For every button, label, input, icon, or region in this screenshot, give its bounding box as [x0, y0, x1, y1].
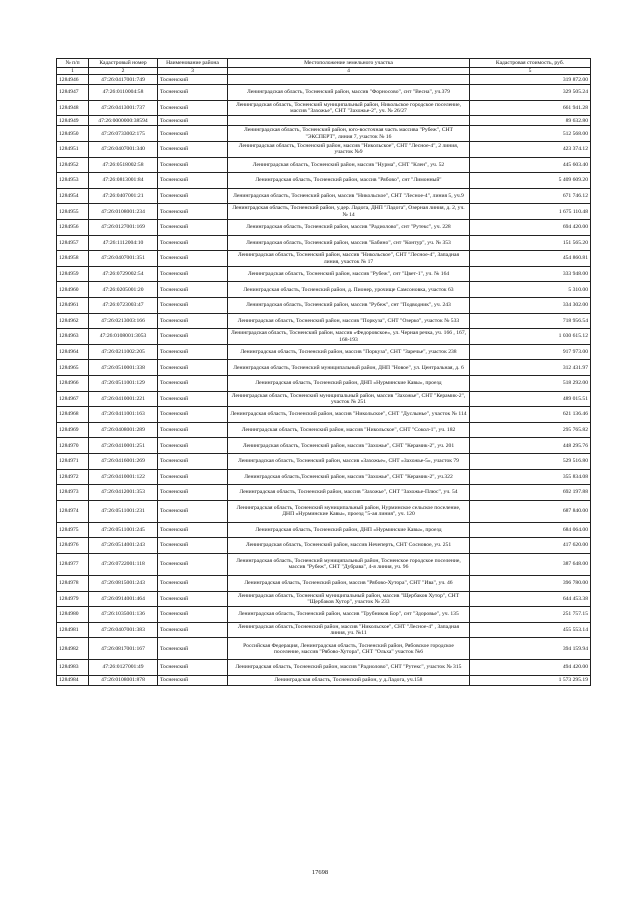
cadastral-number-cell: 47:26:1035001:136	[89, 607, 158, 623]
table-row	[57, 142, 591, 158]
cadastral-value-cell: 621 136.46	[470, 407, 591, 423]
location-cell: Ленинградская область, Тосненский район, массив "Поркуза", СНТ "Озерко", участок № 533	[228, 313, 470, 329]
row-number-cell: 1284947	[57, 85, 89, 101]
cadastral-value-cell: 417 620.00	[470, 538, 591, 554]
row-number-cell: 1284962	[57, 313, 89, 329]
column-index-row	[57, 68, 591, 75]
cadastral-number-cell: 47:26:0412001:353	[89, 485, 158, 501]
district-name-cell: Тосненский	[158, 204, 228, 220]
table-row	[57, 204, 591, 220]
location-cell: Ленинградская область, Тосненский район, массив "Никольское", СНТ "Сокол-1", уч. 182	[228, 422, 470, 438]
cadastral-value-cell: 89 632.80	[470, 116, 591, 126]
cadastral-value-cell: 423 374.12	[470, 142, 591, 158]
header-cadastral-value: Кадастровая стоимость, руб.	[470, 59, 591, 68]
location-cell: Ленинградская область, Тосненский район, массив "Захожье", СНТ "Захожье-Плюс", уч. 54	[228, 485, 470, 501]
table-row	[57, 157, 591, 173]
district-name-cell: Тосненский	[158, 500, 228, 522]
cadastral-value-cell: 387 648.00	[470, 553, 591, 575]
table-header-row	[57, 59, 591, 68]
cadastral-number-cell: 47:26:0813001:84	[89, 173, 158, 189]
cadastral-value-cell: 334 302.00	[470, 298, 591, 314]
cadastral-number-cell: 47:26:0511001:245	[89, 522, 158, 538]
table-body	[57, 75, 591, 686]
cadastral-value-cell: 394 159.94	[470, 638, 591, 660]
district-name-cell: Тосненский	[158, 607, 228, 623]
column-index-3: 3	[158, 68, 228, 75]
cadastral-table-sheet	[56, 58, 590, 686]
location-cell: Ленинградская область, Тосненский район, массив "Радиолово", снт "Рутекс", уч. 228	[228, 220, 470, 236]
cadastral-number-cell: 47:26:0410001:251	[89, 438, 158, 454]
location-cell: Ленинградская область, Тосненский район, массив "Никольское", СНТ "Дуслынье", участок № 114	[228, 407, 470, 423]
row-number-cell: 1284976	[57, 538, 89, 554]
cadastral-value-cell: 1 573 295.19	[470, 675, 591, 685]
table-row	[57, 235, 591, 251]
location-cell	[228, 116, 470, 126]
location-cell: Ленинградская область, Тосненский район, юго-восточная часть массива "Рубеж", СНТ "ЭКСПЕРТ", линия 7, участок № 16	[228, 126, 470, 142]
location-cell: Ленинградская область, Тосненский район, ДНП «Нурминские Кавы», проезд	[228, 522, 470, 538]
table-row	[57, 607, 591, 623]
cadastral-number-cell: 47:26:0817001:167	[89, 638, 158, 660]
cadastral-number-cell: 47:26:0408001:289	[89, 422, 158, 438]
district-name-cell: Тосненский	[158, 407, 228, 423]
district-name-cell: Тосненский	[158, 375, 228, 391]
district-name-cell: Тосненский	[158, 660, 228, 676]
row-number-cell: 1284979	[57, 591, 89, 607]
row-number-cell: 1284971	[57, 453, 89, 469]
table-row	[57, 75, 591, 85]
row-number-cell: 1284983	[57, 660, 89, 676]
district-name-cell: Тосненский	[158, 591, 228, 607]
cadastral-value-cell: 1 675 110.48	[470, 204, 591, 220]
cadastral-number-cell: 47:26:0729002:54	[89, 266, 158, 282]
row-number-cell: 1284966	[57, 375, 89, 391]
row-number-cell: 1284981	[57, 622, 89, 638]
table-row	[57, 675, 591, 685]
cadastral-number-cell: 47:26:0722001:118	[89, 553, 158, 575]
row-number-cell: 1284957	[57, 235, 89, 251]
row-number-cell: 1284953	[57, 173, 89, 189]
cadastral-value-cell: 1 030 615.12	[470, 329, 591, 345]
page-number: 17698	[311, 869, 329, 876]
district-name-cell: Тосненский	[158, 85, 228, 101]
district-name-cell: Тосненский	[158, 75, 228, 85]
district-name-cell: Тосненский	[158, 188, 228, 204]
row-number-cell: 1284951	[57, 142, 89, 158]
location-cell: Ленинградская область, Тосненский район, массив "Радиолово", СНТ "Рутекс", участок № 315	[228, 660, 470, 676]
location-cell: Ленинградская область, Тосненский район, у.дер. Ладога, ДНП "Ладога", Озерная линия, д. 2, уч.№ 14	[228, 204, 470, 220]
cadastral-value-cell: 687 840.00	[470, 500, 591, 522]
district-name-cell: Тосненский	[158, 538, 228, 554]
table-row	[57, 553, 591, 575]
header-cadastral-number: Кадастровый номер	[89, 59, 158, 68]
cadastral-value-cell: 333 948.00	[470, 266, 591, 282]
table-row	[57, 500, 591, 522]
table-row	[57, 375, 591, 391]
table-row	[57, 538, 591, 554]
table-row	[57, 116, 591, 126]
district-name-cell: Тосненский	[158, 142, 228, 158]
district-name-cell: Тосненский	[158, 298, 228, 314]
row-number-cell: 1284950	[57, 126, 89, 142]
cadastral-number-cell: 47:26:0127001:49	[89, 660, 158, 676]
cadastral-number-cell: 47:26:0514001:243	[89, 538, 158, 554]
district-name-cell: Тосненский	[158, 313, 228, 329]
district-name-cell: Тосненский	[158, 469, 228, 485]
row-number-cell: 1284958	[57, 251, 89, 267]
cadastral-number-cell: 47:26:0518002:58	[89, 157, 158, 173]
cadastral-number-cell: 47:26:0914001:464	[89, 591, 158, 607]
location-cell: Ленинградская область,Тосненский район, массив "Никольское", СНТ "Лесное-4" , Западная линия, уч. №11	[228, 622, 470, 638]
row-number-cell: 1284975	[57, 522, 89, 538]
cadastral-number-cell: 47:26:0108001:878	[89, 675, 158, 685]
district-name-cell: Тосненский	[158, 438, 228, 454]
location-cell: Ленинградская область, Тосненский район, массив "Захожье", СНТ "Керамик-2", уч. 201	[228, 438, 470, 454]
row-number-cell: 1284974	[57, 500, 89, 522]
cadastral-number-cell: 47:26:0733002:175	[89, 126, 158, 142]
row-number-cell: 1284952	[57, 157, 89, 173]
cadastral-value-table	[56, 58, 591, 686]
district-name-cell: Тосненский	[158, 638, 228, 660]
column-index-2: 2	[89, 68, 158, 75]
table-row	[57, 360, 591, 376]
table-row	[57, 438, 591, 454]
row-number-cell: 1284954	[57, 188, 89, 204]
table-row	[57, 391, 591, 407]
cadastral-value-cell: 448 295.76	[470, 438, 591, 454]
district-name-cell: Тосненский	[158, 157, 228, 173]
location-cell: Ленинградская область, Тосненский район, массив Нечеперть, СНТ Сосновое, уч. 251	[228, 538, 470, 554]
table-row	[57, 313, 591, 329]
table-row	[57, 575, 591, 591]
row-number-cell: 1284964	[57, 344, 89, 360]
table-row	[57, 591, 591, 607]
cadastral-value-cell: 445 603.40	[470, 157, 591, 173]
location-cell: Ленинградская область, Тосненский район, массив "Никольское", СНТ "Лесное-4", Западная линия, участок № 17	[228, 251, 470, 267]
header-row-number: № п/п	[57, 59, 89, 68]
table-row	[57, 485, 591, 501]
row-number-cell: 1284967	[57, 391, 89, 407]
row-number-cell: 1284948	[57, 100, 89, 116]
district-name-cell: Тосненский	[158, 360, 228, 376]
cadastral-value-cell: 5 310.00	[470, 282, 591, 298]
table-row	[57, 282, 591, 298]
table-row	[57, 173, 591, 189]
cadastral-number-cell: 47:26:0000000:38594	[89, 116, 158, 126]
district-name-cell: Тосненский	[158, 173, 228, 189]
cadastral-value-cell: 455 553.14	[470, 622, 591, 638]
column-index-4: 4	[228, 68, 470, 75]
table-row	[57, 622, 591, 638]
district-name-cell: Тосненский	[158, 329, 228, 345]
row-number-cell: 1284977	[57, 553, 89, 575]
cadastral-number-cell: 47:26:0108001:3053	[89, 329, 158, 345]
cadastral-value-cell: 319 872.00	[470, 75, 591, 85]
district-name-cell: Тосненский	[158, 622, 228, 638]
location-cell: Ленинградская область, Тосненский район, массив «Федоровское», ул. Черная речка, уч. 166 , 167, 168-193	[228, 329, 470, 345]
location-cell: Ленинградская область, Тосненский район, массив «Захожье», СНТ «Захожье-5», участок 79	[228, 453, 470, 469]
cadastral-number-cell: 47:26:0127001:169	[89, 220, 158, 236]
row-number-cell: 1284965	[57, 360, 89, 376]
location-cell: Ленинградская область, Тосненский район, массив "Никольское", СНТ "Лесное-4", линия 5, уч.9	[228, 188, 470, 204]
table-row	[57, 422, 591, 438]
cadastral-value-cell: 355 834.08	[470, 469, 591, 485]
table-row	[57, 126, 591, 142]
cadastral-value-cell: 151 565.20	[470, 235, 591, 251]
location-cell: Ленинградская область, Тосненский район, массив "Никольское", СНТ "Лесное-4", 2 линия, участок №9	[228, 142, 470, 158]
district-name-cell: Тосненский	[158, 553, 228, 575]
location-cell: Ленинградская область, Тосненский район, массив "Нурма", СНТ "Клен", уч. 52	[228, 157, 470, 173]
header-district-name: Наименование района	[158, 59, 228, 68]
location-cell: Ленинградская область, Тосненский район, у д.Ладога, уч.158	[228, 675, 470, 685]
table-row	[57, 266, 591, 282]
row-number-cell: 1284949	[57, 116, 89, 126]
cadastral-value-cell: 489 015.51	[470, 391, 591, 407]
district-name-cell: Тосненский	[158, 126, 228, 142]
location-cell: Ленинградская область,Тосненский район, массив "Захожье", СНТ "Керамик-2", уч.322	[228, 469, 470, 485]
cadastral-value-cell: 917 973.00	[470, 344, 591, 360]
cadastral-value-cell: 5 409 609.20	[470, 173, 591, 189]
cadastral-value-cell: 684 064.00	[470, 522, 591, 538]
cadastral-number-cell: 47:26:0407001:383	[89, 622, 158, 638]
location-cell: Ленинградская область, Тосненский район, массив "Трубников Бор", снт "Здоровье", уч. 135	[228, 607, 470, 623]
cadastral-value-cell: 396 780.00	[470, 575, 591, 591]
cadastral-number-cell: 47:26:0108001:234	[89, 204, 158, 220]
cadastral-number-cell: 47:26:0407001:21	[89, 188, 158, 204]
row-number-cell: 1284961	[57, 298, 89, 314]
row-number-cell: 1284969	[57, 422, 89, 438]
table-row	[57, 298, 591, 314]
table-row	[57, 469, 591, 485]
table-row	[57, 453, 591, 469]
table-row	[57, 85, 591, 101]
cadastral-value-cell: 671 746.12	[470, 188, 591, 204]
district-name-cell: Тосненский	[158, 485, 228, 501]
row-number-cell: 1284973	[57, 485, 89, 501]
location-cell: Ленинградская область, Тосненский муниципальный район, массив "Щербаков Хутор", СНТ "Щербаков Хутор", участок № 233	[228, 591, 470, 607]
table-row	[57, 344, 591, 360]
row-number-cell: 1284980	[57, 607, 89, 623]
district-name-cell: Тосненский	[158, 453, 228, 469]
location-cell: Ленинградская область, Тосненский район, массив "Рябово-Хутора", СНТ "Ива", уч. 46	[228, 575, 470, 591]
table-row	[57, 638, 591, 660]
district-name-cell: Тосненский	[158, 422, 228, 438]
row-number-cell: 1284970	[57, 438, 89, 454]
location-cell: Ленинградская область, Тосненский муниципальный район, массив "Захожье", СНТ "Керамик-2", участок № 251	[228, 391, 470, 407]
cadastral-value-cell: 644 453.38	[470, 591, 591, 607]
location-cell: Ленинградская область, Тосненский муниципальный район, Никольское городское поселение, массив "Захожье", СНТ "Захожье-2", уч. № 26/27	[228, 100, 470, 116]
location-cell: Ленинградская область, Тосненский район, массив "Поркуза", СНТ "Заречье", участок 238	[228, 344, 470, 360]
district-name-cell: Тосненский	[158, 116, 228, 126]
cadastral-value-cell: 529 516.80	[470, 453, 591, 469]
cadastral-number-cell: 47:26:0205001:20	[89, 282, 158, 298]
cadastral-value-cell: 494 420.00	[470, 660, 591, 676]
cadastral-value-cell: 518 292.00	[470, 375, 591, 391]
location-cell: Ленинградская область, Тосненский район, массив "Рубеж", снт "Подводник", уч. 243	[228, 298, 470, 314]
row-number-cell: 1284963	[57, 329, 89, 345]
cadastral-number-cell: 47:26:0410001:122	[89, 469, 158, 485]
row-number-cell: 1284955	[57, 204, 89, 220]
cadastral-value-cell: 512 568.00	[470, 126, 591, 142]
location-cell: Ленинградская область, Тосненский район, массив "Форносово", снт "Весна", уч.379	[228, 85, 470, 101]
location-cell: Ленинградская область, Тосненский район, ДНП «Нурминские Кавы», проезд	[228, 375, 470, 391]
cadastral-number-cell: 47:26:0410001:221	[89, 391, 158, 407]
location-cell: Ленинградская область, Тосненский район, массив "Рябово", снт "Лимонный"	[228, 173, 470, 189]
cadastral-value-cell: 329 505.24	[470, 85, 591, 101]
cadastral-number-cell: 47:26:0213003:166	[89, 313, 158, 329]
column-index-5: 5	[470, 68, 591, 75]
location-cell: Ленинградская область, Тосненский муниципальный район, ДНП "Новое", ул. Центральная, д. 6	[228, 360, 470, 376]
district-name-cell: Тосненский	[158, 266, 228, 282]
row-number-cell: 1284968	[57, 407, 89, 423]
cadastral-value-cell: 312 431.97	[470, 360, 591, 376]
row-number-cell: 1284982	[57, 638, 89, 660]
cadastral-value-cell: 694 420.00	[470, 220, 591, 236]
location-cell: Ленинградская область, Тосненский район, массив "Бабино", снт "Контур", уч. № 353	[228, 235, 470, 251]
district-name-cell: Тосненский	[158, 282, 228, 298]
column-index-1: 1	[57, 68, 89, 75]
location-cell: Российская Федерация, Ленинградская область, Тосненский район, Рябовское городское поселение, массив "Рябово-Хутора", СНТ "Ольха" участок №6	[228, 638, 470, 660]
cadastral-number-cell: 47:26:0110004:58	[89, 85, 158, 101]
row-number-cell: 1284956	[57, 220, 89, 236]
table-row	[57, 100, 591, 116]
cadastral-value-cell: 454 860.81	[470, 251, 591, 267]
table-row	[57, 188, 591, 204]
cadastral-number-cell: 47:26:0407001:340	[89, 142, 158, 158]
district-name-cell: Тосненский	[158, 522, 228, 538]
cadastral-number-cell: 47:26:0211002:205	[89, 344, 158, 360]
cadastral-value-cell: 718 956.54	[470, 313, 591, 329]
district-name-cell: Тосненский	[158, 575, 228, 591]
row-number-cell: 1284978	[57, 575, 89, 591]
district-name-cell: Тосненский	[158, 675, 228, 685]
location-cell: Ленинградская область, Тосненский район, д. Пионер, урочище Самсоновка, участок 63	[228, 282, 470, 298]
location-cell: Ленинградская область, Тосненский муниципальный район, Тосненское городское поселение, массив "Рубеж", СНТ "Дубрава", 4-я линия, уч. 96	[228, 553, 470, 575]
cadastral-number-cell: 47:26:0417001:749	[89, 75, 158, 85]
district-name-cell: Тосненский	[158, 344, 228, 360]
district-name-cell: Тосненский	[158, 251, 228, 267]
row-number-cell: 1284946	[57, 75, 89, 85]
cadastral-value-cell: 295 765.82	[470, 422, 591, 438]
cadastral-number-cell: 47:26:0407001:351	[89, 251, 158, 267]
location-cell	[228, 75, 470, 85]
table-row	[57, 251, 591, 267]
district-name-cell: Тосненский	[158, 220, 228, 236]
table-row	[57, 522, 591, 538]
cadastral-number-cell: 47:26:0510001:338	[89, 360, 158, 376]
row-number-cell: 1284960	[57, 282, 89, 298]
cadastral-value-cell: 251 757.15	[470, 607, 591, 623]
row-number-cell: 1284972	[57, 469, 89, 485]
cadastral-value-cell: 692 197.88	[470, 485, 591, 501]
row-number-cell: 1284959	[57, 266, 89, 282]
cadastral-value-cell: 661 941.28	[470, 100, 591, 116]
cadastral-number-cell: 47:26:0416001:269	[89, 453, 158, 469]
header-location: Местоположение земельного участка	[228, 59, 470, 68]
table-row	[57, 660, 591, 676]
location-cell: Ленинградская область, Тосненский муниципальный район, Нурминское сельское поселение, ДНП «Нурминские Кавы», проезд "5-ая линия", уч. 120	[228, 500, 470, 522]
district-name-cell: Тосненский	[158, 391, 228, 407]
table-row	[57, 220, 591, 236]
cadastral-number-cell: 47:26:0723003:47	[89, 298, 158, 314]
table-row	[57, 407, 591, 423]
location-cell: Ленинградская область, Тосненский район, массив "Рубеж", снт "Цвет-1", уч. № 164	[228, 266, 470, 282]
cadastral-number-cell: 47:26:0511001:129	[89, 375, 158, 391]
district-name-cell: Тосненский	[158, 100, 228, 116]
row-number-cell: 1284984	[57, 675, 89, 685]
cadastral-number-cell: 47:26:1112004:10	[89, 235, 158, 251]
table-row	[57, 329, 591, 345]
cadastral-number-cell: 47:26:0815001:243	[89, 575, 158, 591]
cadastral-number-cell: 47:26:0511001:231	[89, 500, 158, 522]
district-name-cell: Тосненский	[158, 235, 228, 251]
cadastral-number-cell: 47:26:0413001:737	[89, 100, 158, 116]
cadastral-number-cell: 47:26:0411001:163	[89, 407, 158, 423]
